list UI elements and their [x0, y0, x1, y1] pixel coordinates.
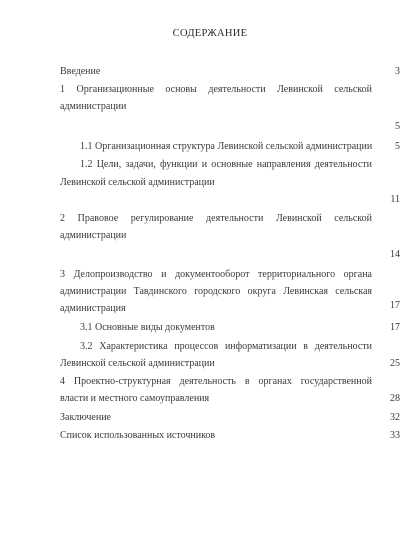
toc-entry-1-2-line2: Левинской сельской администрации [60, 177, 215, 188]
toc-page-3: 17 [390, 300, 400, 311]
toc-entry-intro: Введение [60, 66, 101, 77]
toc-page-3-1: 17 [390, 322, 400, 333]
toc-entry-1-line1: 1 Организационные основы деятельности Левинской сельской [60, 84, 372, 95]
toc-entry-1-2-line1: 1.2 Цели, задачи, функции и основные направления деятельности [80, 159, 372, 170]
toc-page-conclusion: 32 [390, 412, 400, 423]
toc-entry-4-line2: власти и местного самоуправления [60, 393, 210, 404]
toc-page-1-1: 5 [395, 141, 400, 152]
toc-entry-sources: Список использованных источников [60, 430, 216, 441]
toc-entry-4-line1: 4 Проектно-структурная деятельность в органах государственной [60, 376, 372, 387]
toc-entry-1-1: 1.1 Организационная структура Левинской сельской администрации [80, 141, 373, 152]
toc-entry-conclusion: Заключение [60, 412, 111, 423]
toc-page-4: 28 [390, 393, 400, 404]
toc-page-2: 14 [390, 249, 400, 260]
toc-entry-3-line2: администрации Тавдинского городского округа Левинская сельская [60, 286, 372, 297]
toc-entry-3-2-line1: 3.2 Характеристика процессов информатизации в деятельности [80, 341, 372, 352]
toc-page-sources: 33 [390, 430, 400, 441]
toc-entry-3-line1: 3 Делопроизводство и документооборот территориального органа [60, 269, 372, 280]
toc-page-intro: 3 [395, 66, 400, 77]
page-title: СОДЕРЖАНИЕ [172, 28, 248, 39]
toc-entry-2-line1: 2 Правовое регулирование деятельности Левинской сельской [60, 213, 372, 224]
toc-entry-2-line2: администрации [60, 230, 127, 241]
toc-entry-3-2-line2: Левинской сельской администрации [60, 358, 215, 369]
toc-page-1-2: 11 [390, 194, 400, 205]
toc-entry-3-1: 3.1 Основные виды документов [80, 322, 215, 333]
toc-page-1: 5 [395, 121, 400, 132]
toc-page-3-2: 25 [390, 358, 400, 369]
toc-entry-1-line2: администрации [60, 101, 127, 112]
toc-entry-3-line3: администрация [60, 303, 126, 314]
